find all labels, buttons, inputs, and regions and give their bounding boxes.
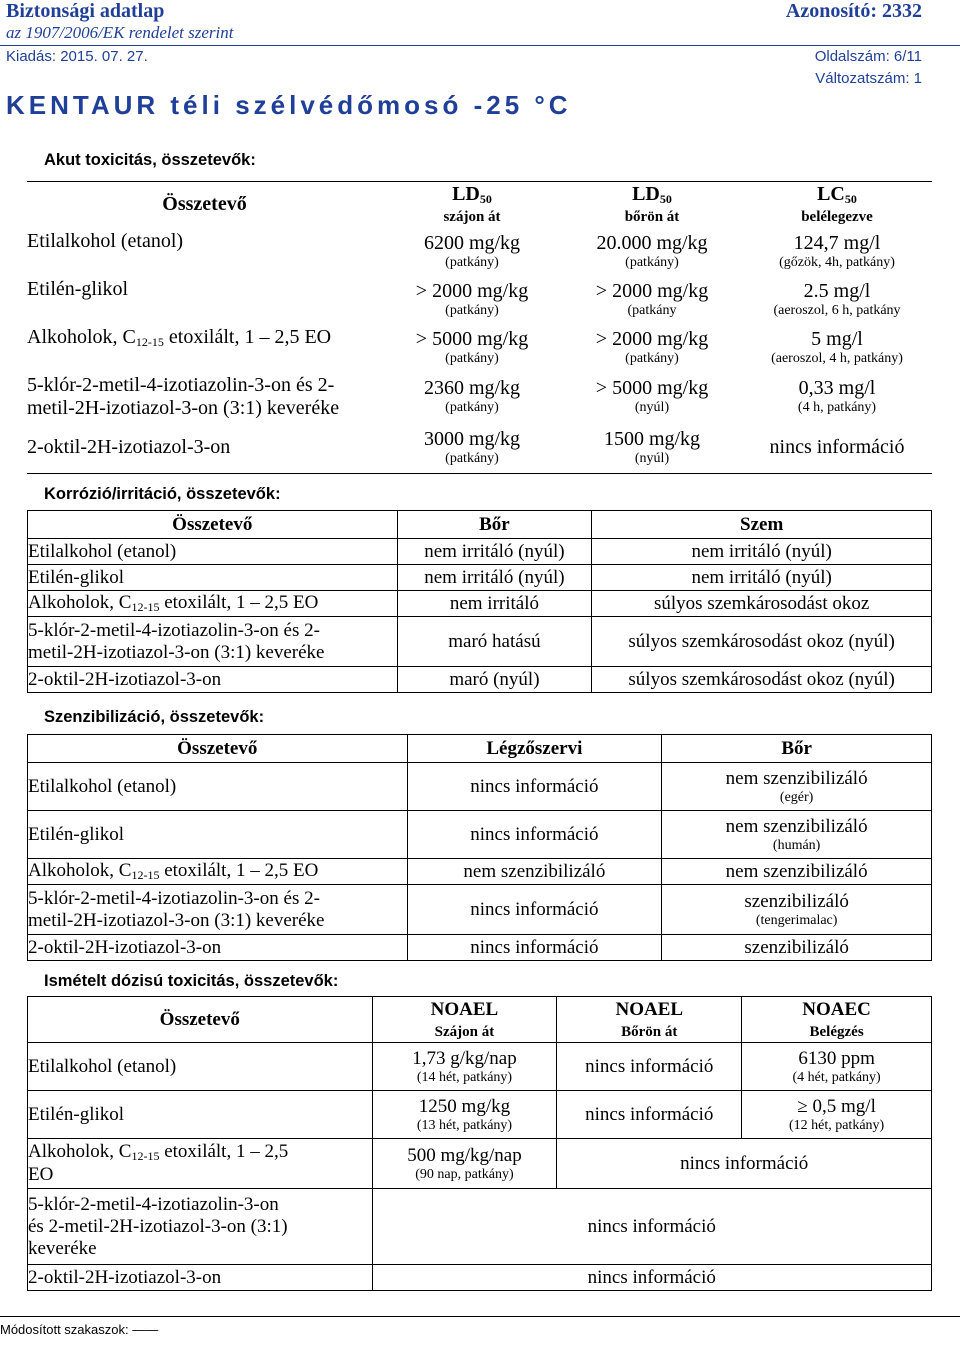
component-name: 2-oktil-2H-izotiazol-3-on bbox=[27, 435, 231, 458]
table-row: 2-oktil-2H-izotiazol-3-on nincs információ bbox=[28, 1265, 932, 1291]
repeated-dose-title: Ismételt dózisú toxicitás, összetevők: bbox=[44, 972, 339, 990]
repeated-subheader-row: Szájon át Bőrön át Belégzés bbox=[28, 1023, 932, 1043]
col-component: Összetevő bbox=[28, 735, 408, 763]
table-row: Alkoholok, $C_{12-15}$ etoxilált, 1 – 2,5 EO nem irritáló súlyos szemkárosodást okoz bbox=[28, 591, 932, 617]
sub-inhal: belélegezve bbox=[801, 209, 873, 225]
document-id: Azonosító: 2332 bbox=[785, 0, 922, 22]
col-eye: Szem bbox=[592, 511, 932, 539]
doc-title: Biztonsági adatlap bbox=[6, 0, 165, 22]
table-row: 5-klór-2-metil-4-izotiazolin-3-on és 2-metil-2H-izotiazol-3-on (3:1) keveréke nincs információ bbox=[28, 1189, 932, 1265]
footer bbox=[0, 1322, 158, 1337]
corrosion-title: Korrózió/irritáció, összetevők: bbox=[44, 485, 281, 503]
corrosion-header-row bbox=[28, 511, 932, 539]
page-number: Oldalszám: 6/11 bbox=[814, 48, 922, 65]
col-respiratory: Légzőszervi bbox=[407, 735, 662, 763]
repeated-dose-table bbox=[27, 996, 932, 1291]
col-ld50-oral: $LD_{50}$ bbox=[452, 182, 492, 206]
component-name: Etilén-glikol bbox=[27, 277, 129, 300]
component-name: Alkoholok, $C_{12-15}$ etoxilált, 1 – 2,5 EO bbox=[27, 325, 332, 349]
col-ld50-dermal: $LD_{50}$ bbox=[632, 182, 672, 206]
issue-date: Kiadás: 2015. 07. 27. bbox=[6, 48, 148, 65]
table-row: Etilén-glikol nincs információ nem szenzibilizáló (humán) bbox=[28, 811, 932, 859]
corrosion-table bbox=[27, 510, 932, 693]
product-name: KENTAUR téli szélvédőmosó -25 °C bbox=[6, 90, 572, 120]
table-row: Etilén-glikol > 2000 mg/kg (patkány) > 2000 mg/kg (patkány 2.5 mg/l (aeroszol, 6 h, patkány bbox=[27, 276, 932, 324]
table-row: 5-klór-2-metil-4-izotiazolin-3-on és 2- metil-2H-izotiazol-3-on (3:1) keveréke 2360 mg/kg (patkány) > 5000 mg/kg (nyúl) 0,33 mg/l (4 h, patkány) bbox=[27, 372, 932, 422]
sensitization-header-row bbox=[28, 735, 932, 763]
sub-dermal: bőrön át bbox=[624, 209, 680, 225]
version-number: Változatszám: 1 bbox=[815, 70, 922, 87]
sub-oral: szájon át bbox=[443, 209, 501, 225]
table-row: Alkoholok, $C_{12-15}$ etoxilált, 1 – 2,5 EO 500 mg/kg/nap (90 nap, patkány) nincs információ bbox=[28, 1139, 932, 1189]
col-skin: Bőr bbox=[397, 511, 592, 539]
table-row: Alkoholok, $C_{12-15}$ etoxilált, 1 – 2,5 EO > 5000 mg/kg (patkány) > 2000 mg/kg (patkány) 5 mg/l (aeroszol, 4 h, patkány) bbox=[27, 324, 932, 372]
table-row: Alkoholok, $C_{12-15}$ etoxilált, 1 – 2,5 EO nem szenzibilizáló nem szenzibilizáló bbox=[28, 859, 932, 885]
table-row: 2-oktil-2H-izotiazol-3-on nincs információ szenzibilizáló bbox=[28, 935, 932, 961]
col-component: Összetevő bbox=[28, 511, 398, 539]
regulation-text: az 1907/2006/EK rendelet szerint bbox=[6, 23, 234, 42]
table-row: Etilén-glikol 1250 mg/kg (13 hét, patkány) nincs információ ≥ 0,5 mg/l (12 hét, patkány) bbox=[28, 1091, 932, 1139]
table-row: 2-oktil-2H-izotiazol-3-on maró (nyúl) súlyos szemkárosodást okoz (nyúl) bbox=[28, 667, 932, 693]
table-row: Etilalkohol (etanol) 1,73 g/kg/nap (14 hét, patkány) nincs információ 6130 ppm (4 hét, patkány) bbox=[28, 1043, 932, 1091]
col-skin: Bőr bbox=[662, 735, 932, 763]
acute-toxicity-table bbox=[27, 181, 932, 474]
col-noael-dermal: NOAEL bbox=[557, 997, 742, 1023]
component-name: 5-klór-2-metil-4-izotiazolin-3-on és 2- metil-2H-izotiazol-3-on (3:1) keveréke bbox=[27, 373, 340, 419]
repeated-header-row bbox=[28, 997, 932, 1023]
col-noaec: NOAEC bbox=[742, 997, 932, 1023]
table-row: 2-oktil-2H-izotiazol-3-on 3000 mg/kg (patkány) 1500 mg/kg (nyúl) nincs információ bbox=[27, 422, 932, 474]
col-component: Összetevő bbox=[28, 997, 373, 1043]
col-lc50: $LC_{50}$ bbox=[817, 182, 857, 206]
footer-value: —— bbox=[132, 1322, 159, 1337]
footer-divider bbox=[0, 1316, 960, 1317]
col-component: Összetevő bbox=[162, 193, 247, 216]
table-row: 5-klór-2-metil-4-izotiazolin-3-on és 2- metil-2H-izotiazol-3-on (3:1) keveréke nincs információ szenzibilizáló (tengerimalac) bbox=[28, 885, 932, 935]
col-noael-oral: NOAEL bbox=[372, 997, 557, 1023]
table-row: Etilalkohol (etanol) nem irritáló (nyúl) nem irritáló (nyúl) bbox=[28, 539, 932, 565]
acute-toxicity-title: Akut toxicitás, összetevők: bbox=[44, 151, 256, 169]
sensitization-title: Szenzibilizáció, összetevők: bbox=[44, 708, 265, 726]
acute-header-row bbox=[27, 182, 932, 208]
component-name: Etilalkohol (etanol) bbox=[27, 229, 184, 252]
table-row: 5-klór-2-metil-4-izotiazolin-3-on és 2- metil-2H-izotiazol-3-on (3:1) keveréke maró hatású súlyos szemkárosodást okoz (nyúl) bbox=[28, 617, 932, 667]
sensitization-table bbox=[27, 734, 932, 961]
table-row: Etilalkohol (etanol) nincs információ nem szenzibilizáló (egér) bbox=[28, 763, 932, 811]
header-divider bbox=[0, 45, 960, 46]
table-row: Etilén-glikol nem irritáló (nyúl) nem irritáló (nyúl) bbox=[28, 565, 932, 591]
footer-label: Módosított szakaszok: bbox=[0, 1322, 129, 1337]
table-row: Etilalkohol (etanol) 6200 mg/kg (patkány) 20.000 mg/kg (patkány) 124,7 mg/l (gőzök, 4h, patkány) bbox=[27, 228, 932, 276]
